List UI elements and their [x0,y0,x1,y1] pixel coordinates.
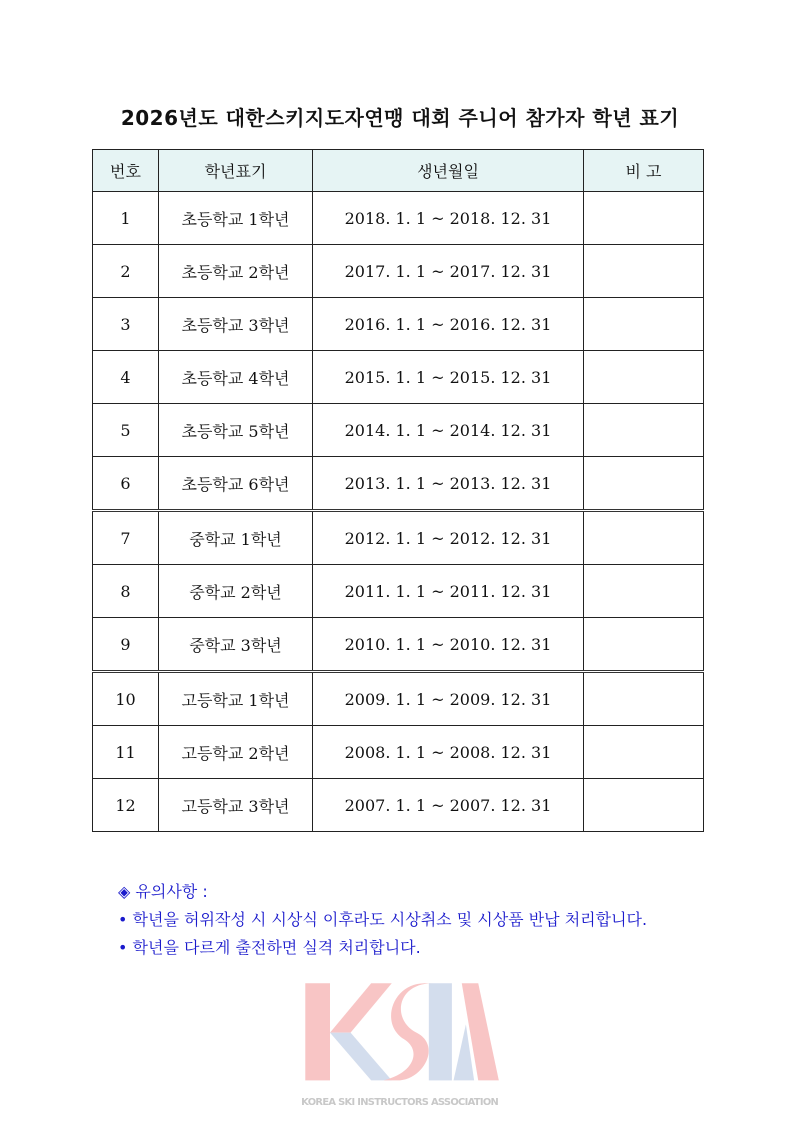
cell-birthdate: 2010. 1. 1 ~ 2010. 12. 31 [313,618,584,672]
cell-remarks [584,245,704,298]
cell-remarks [584,618,704,672]
cell-grade: 중학교 1학년 [159,511,313,565]
cell-grade: 초등학교 4학년 [159,351,313,404]
cell-grade: 고등학교 2학년 [159,726,313,779]
notes-heading-text: 유의사항 : [135,882,208,901]
table-row [93,192,704,245]
note-item [118,906,647,934]
table-row [93,245,704,298]
notes-heading [118,878,647,906]
header-number: 번호 [93,150,159,192]
cell-remarks [584,298,704,351]
cell-number: 2 [93,245,159,298]
bullet-icon: • [118,938,128,957]
cell-number: 1 [93,192,159,245]
cell-birthdate: 2011. 1. 1 ~ 2011. 12. 31 [313,565,584,618]
cell-grade: 중학교 2학년 [159,565,313,618]
grade-table [92,149,704,832]
cell-grade: 초등학교 6학년 [159,457,313,511]
cell-grade: 초등학교 1학년 [159,192,313,245]
diamond-icon: ◈ [118,882,131,901]
cell-remarks [584,192,704,245]
note-text: 학년을 다르게 출전하면 실격 처리합니다. [132,938,421,957]
cell-number: 12 [93,779,159,832]
cell-number: 9 [93,618,159,672]
table-row [93,672,704,726]
cell-remarks [584,672,704,726]
header-remarks: 비 고 [584,150,704,192]
cell-remarks [584,511,704,565]
cell-number: 5 [93,404,159,457]
header-grade: 학년표기 [159,150,313,192]
cell-birthdate: 2016. 1. 1 ~ 2016. 12. 31 [313,298,584,351]
table-row [93,565,704,618]
cell-grade: 중학교 3학년 [159,618,313,672]
table-header-row [93,150,704,192]
cell-grade: 고등학교 3학년 [159,779,313,832]
note-item [118,934,647,962]
cell-remarks [584,457,704,511]
cell-number: 10 [93,672,159,726]
cell-birthdate: 2014. 1. 1 ~ 2014. 12. 31 [313,404,584,457]
cell-number: 8 [93,565,159,618]
table-row [93,298,704,351]
ksia-watermark-logo [300,975,500,1115]
bullet-icon: • [118,910,128,929]
table-row [93,726,704,779]
cell-birthdate: 2009. 1. 1 ~ 2009. 12. 31 [313,672,584,726]
cell-birthdate: 2007. 1. 1 ~ 2007. 12. 31 [313,779,584,832]
cell-remarks [584,779,704,832]
table-row [93,618,704,672]
watermark-tagline: KOREA SKI INSTRUCTORS ASSOCIATION [301,1097,499,1109]
table-row [93,351,704,404]
cell-birthdate: 2012. 1. 1 ~ 2012. 12. 31 [313,511,584,565]
cell-birthdate: 2018. 1. 1 ~ 2018. 12. 31 [313,192,584,245]
page-title: 2026년도 대한스키지도자연맹 대회 주니어 참가자 학년 표기 [120,106,680,130]
cell-number: 7 [93,511,159,565]
table-row [93,511,704,565]
cell-grade: 초등학교 5학년 [159,404,313,457]
cell-grade: 초등학교 3학년 [159,298,313,351]
header-birthdate: 생년월일 [313,150,584,192]
cell-remarks [584,565,704,618]
cell-number: 6 [93,457,159,511]
notes-section [118,878,647,962]
cell-birthdate: 2013. 1. 1 ~ 2013. 12. 31 [313,457,584,511]
cell-number: 3 [93,298,159,351]
table-row [93,404,704,457]
table-row [93,457,704,511]
cell-birthdate: 2008. 1. 1 ~ 2008. 12. 31 [313,726,584,779]
cell-remarks [584,726,704,779]
cell-number: 11 [93,726,159,779]
cell-grade: 고등학교 1학년 [159,672,313,726]
cell-birthdate: 2017. 1. 1 ~ 2017. 12. 31 [313,245,584,298]
table-row [93,779,704,832]
cell-remarks [584,351,704,404]
note-text: 학년을 허위작성 시 시상식 이후라도 시상취소 및 시상품 반납 처리합니다. [132,910,648,929]
cell-remarks [584,404,704,457]
cell-number: 4 [93,351,159,404]
cell-birthdate: 2015. 1. 1 ~ 2015. 12. 31 [313,351,584,404]
cell-grade: 초등학교 2학년 [159,245,313,298]
